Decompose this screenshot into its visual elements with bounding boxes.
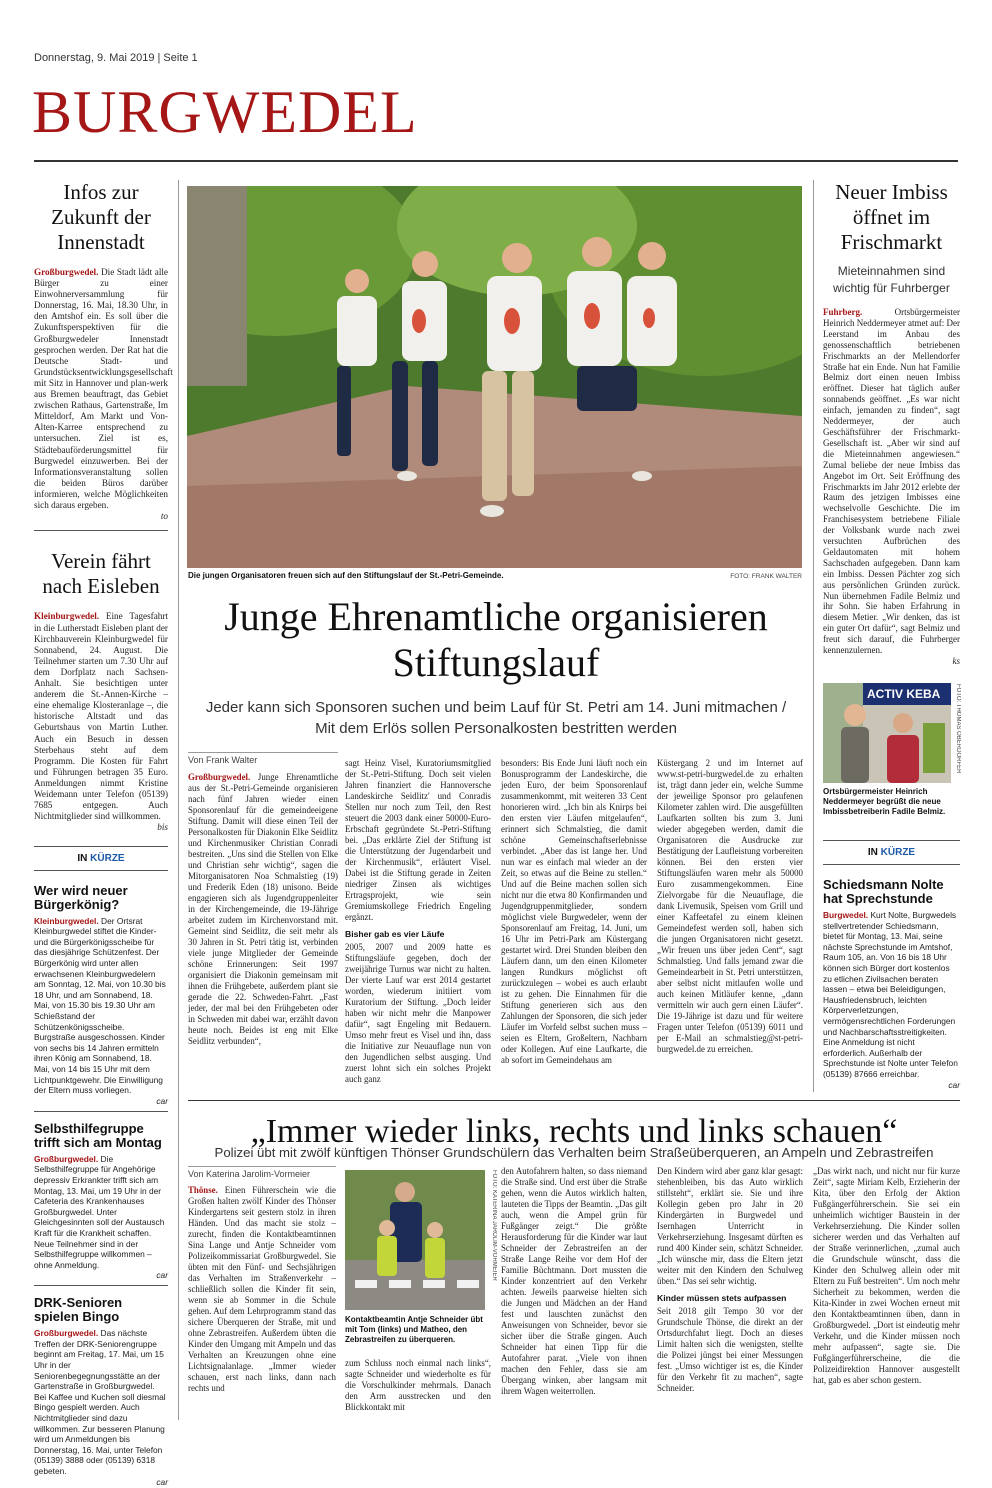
article-body: besonders: Bis Ende Juni läuft noch ein Bonusprogramm der Landeskirche, die jeden Euro, der beim Sponsorenlauf zusammenkommt, mit weiteren 33 Cent honorieren wird. „Ich bin als Knirps bei den ersten vier Läufen mitgelaufen“, erinnert sich Schmalstieg, die damit schöne Gemeinschaftserlebnisse verbindet. „Aber das ist lange her. Und nun war es einfach mal wieder an der Zeit, so etwas auf die Beine zu stellen.“ Und auf die Beine machen sollen sich nicht nur die etwa 80 Konfirmanden und Jugendgruppenmitglieder, sondern möglichst viele Burgwedeler, wenn der Sponsorenlauf am Freitag, 14. Juni, um 16 Uhr im Petri-Park am Küstergang gestartet wird. Drei Stunden bleiben den Läufern dann, um den einen Kilometer langen Rundkurs möglichst oft zurückzulegen – wobei es auch erlaubt ist zu gehen. Die Einnahmen für die Stiftung generieren sich aus den Zahlungen der Sponsoren, die sich jeder Läufer im Vorfeld selbst suchen muss – seien es Eltern, Großeltern, Nachbarn oder Kollegen. Auf eine Laufkarte, die ab sofort im Gemeindehaus am	[501, 758, 647, 1065]
column-divider	[178, 180, 179, 1420]
brief-body: Großburgwedel. Das nächste Treffen der DRK-Seniorengruppe beginnt am Freitag, 17. Mai, um 15 Uhr in der Seniorenbegegnungsstätte an der Gartenstraße in Großburgwedel. Bei Kaffee und Kuchen soll diesmal Bingo gespielt werden. Auch Nichtmitglieder sind dazu willkommen. Zur besseren Planung wird um Anmeldungen bis Donnerstag, 16. Mai, unter Telefon (05139) 3888 oder (05139) 6318 gebeten.	[34, 1328, 166, 1476]
imbiss-photo	[823, 683, 951, 783]
lead-photo-caption: Die jungen Organisatoren freuen sich auf den Stiftungslauf der St.-Petri-Gemeinde.	[188, 571, 504, 580]
article-body: Küstergang 2 und im Internet auf www.st-petri-burgwedel.de zu erhalten ist, trägt dann jeder ein, welche Summe der jeweilige Sponsor pro gelaufenen Kilometer zahlen wird. Die ausgefüllten Laufkarten sollten bis zum 3. Juni wieder abgegeben werden, damit die Organisatoren die Ausdrucke zur Bestätigung der Laufleistung vorbereiten können. Bei den ersten vier Stiftungsläufen waren mehr als 50000 Euro zusammengekommen. Eine Zielvorgabe für die Neuauflage, die dank Livemusik, Speisen vom Grill und einer Kaffeetafel zu einem kleinen Gemeindefest werden soll, haben sich die jungen Organisatoren nicht gesetzt. „Wir freuen uns über jeden Cent“, sagt Schmalstieg. Und falls jemand zwar die Gemeindearbeit in St. Petri unterstützen, aber selbst nicht mitlaufen wolle und auch keinen Mitläufer kenne, „dann vermitteln wir auch gern einen Läufer“. Die 19-Jährige ist dazu und für weitere Fragen unter Telefon (05139) 6011 und per E-Mail an schmalstieg@st-petri-burgwedel.de zu erreichen.	[657, 758, 803, 1054]
section-head: Bisher gab es vier Läufe	[345, 929, 445, 939]
second-col-4	[657, 1166, 803, 1394]
brief-body: Kleinburgwedel. Der Ortsrat Kleinburgwedel stiftet die Kinder- und die Bürgerkönigsscheibe für das diesjährige Schützenfest. Der Bürgerkönig wird unter allen erwachsenen Kleinburgwedelern am Sonntag, 12. Mai, von 10.30 bis 18 Uhr, und am Sonnabend, 18. Mai, von 15.30 bis 19.30 Uhr am Schießstand der Schützenkönigsscheibe. Burgstraße ausgeschossen. Kinder von sechs bis 14 Jahren ermitteln ihren König am Sonnabend, 18. Mai, von 14 bis 15 Uhr mit dem Lichtpunktgewehr. Die Einwilligung der Eltern muss vorliegen.	[34, 915, 166, 1096]
article-body: sagt Heinz Visel, Kuratoriumsmitglied der St.-Petri-Stiftung. Doch seit vielen Jahren finanziert die Hannoversche Landeskirche Seidlitz' und Conradis Stellen nur noch zum Teil, den Rest steuert die 2003 dank einer 50000-Euro-Erbschaft gegründete St.-Petri-Stiftung bei. „Das erklärte Ziel der Stiftung ist die Unterstützung der Jugendarbeit und der Kirchenmusik“, erläutert Visel. Dabei ist die Stiftung gerade in Zeiten niedriger Zinsen als wichtiges Ertragsprojekt, wie sein Gremiumskollege Friedrich Engeling ergänzt.	[345, 758, 491, 922]
article-title: Neuer Imbiss öffnet im Frischmarkt	[835, 180, 948, 254]
brief-body: Großburgwedel. Die Selbsthilfegruppe für Angehörige depressiv Erkrankter trifft sich am Montag, 13. Mai, um 19 Uhr in der Cafeteria des Krankenhauses Großburgwedel. Unter Gleichgesinnten soll der Austausch Kraft für die Krankheit schaffen. Neue Teilnehmer sind in der Selbsthilfegruppe willkommen – ohne Anmeldung.	[34, 1153, 165, 1270]
second-col-2	[345, 1358, 491, 1413]
imbiss-sign: ACTIV KEBA	[867, 687, 941, 701]
dateline: Donnerstag, 9. Mai 2019 | Seite 1	[34, 52, 198, 64]
article-body: zum Schluss noch einmal nach links“, sagte Schneider und wiederholte es für die Vorschulkinder mehrmals. Danach den Arm ausstrecken und den Blickkontakt mit	[345, 1358, 491, 1412]
runners-illustration	[187, 186, 802, 568]
article-body: Großburgwedel. Die Stadt lädt alle Bürger zu einer Einwohnerversammlung für Donnerstag, 16. Mai, 18.30 Uhr, in den Amtshof ein. Es soll über die Zukunftsperspektiven für die Großburgwedeler Innenstadt gesprochen werden. Der Rat hat die Deutsche Stadt- und Grundstücksentwicklungsgesellschaft mit Sitz in Hannover und plan-werk aus Bremen beauftragt, das Gebiet zwischen Rathaus, Gartenstraße, Im Mitteldorf, Am Markt und Von-Alten-Karree entsprechend zu untersuchen. Ziel ist es, Städtebauförderungsmittel für Burgwedel einzuwerben. Bei der Informationsveranstaltung sollen die beiden Büros darüber informieren, welche Möglichkeiten sich daraus ergeben.	[34, 267, 173, 510]
article-title: Verein fährt nach Eisleben	[42, 549, 160, 599]
article-subtitle: Mieteinnahmen sind wichtig für Fuhrberger	[833, 264, 950, 295]
byline: Von Frank Walter	[188, 752, 338, 765]
signature: to	[160, 511, 168, 522]
traffic-photo-caption: Kontaktbeamtin Antje Schneider übt mit Tom (links) und Matheo, den Zebrastreifen zu überqueren.	[345, 1315, 483, 1344]
right-column	[823, 180, 960, 667]
masthead-rule	[34, 160, 958, 162]
signature: ks	[952, 656, 960, 666]
byline: Von Katerina Jarolim-Vormeier	[188, 1166, 336, 1179]
lead-photo-credit: FOTO: FRANK WALTER	[730, 573, 802, 580]
article-body: 2005, 2007 und 2009 hatte es Stiftungsläufe gegeben, doch der zweijährige Turnus war nicht zu halten. Der vierte Lauf war erst 2014 gestartet worden, wiederum initiiert vom Kuratorium der Stiftung. „Doch leider haben wir nicht mehr die Manpower dafür“, sagt Engeling mit Bedauern. Umso mehr freut es Visel und ihn, dass die Initiative zur Neuauflage nun von den Jugendlichen selbst ausging. Und zuerst lohnt sich ein solches Projekt auch ganz	[345, 942, 491, 1084]
brief-title: Wer wird neuer Bürgerkönig?	[34, 882, 128, 912]
right-brief	[823, 840, 960, 1091]
signature: bis	[157, 822, 168, 833]
article-body: „Das wirkt nach, und nicht nur für kurze Zeit“, sagte Miriam Kelb, Erzieherin der Kita, über den Erfolg der Aktion Fußgängerführerschein. Sie sei ein unheimlich wichtiger Baustein in der Verkehrserziehung. Die Kinder sollen sicherer werden und das Verhalten auf der Straße verinnerlichen, „zumal auch die Grundschule wünscht, dass die Kinder den Schulweg allein oder mit Eltern zu Fuß bestreiten“. Um noch mehr Sicherheit zu bekommen, werden die Kita-Kinder in zwei Wochen erneut mit den Kontaktbeamtinnen üben, dann in Großburgwedel. „Dort ist eindeutig mehr Verkehr, und die Kinder müssen noch mehr aufpassen“, sagte sie. Die Fußgängerführerscheine, die die Polizeidirektion Hannover ausgestellt hat, gab es aber schon gestern.	[813, 1166, 960, 1385]
article-body: Seit 2018 gilt Tempo 30 vor der Grundschule Thönse, die direkt an der Ortsdurchfahrt liegt. Doch an dieses Limit halten sich die wenigsten, stellte die Polizei jüngst bei einer Messungen fest. „Umso wichtiger ist es, die Kinder für den Verkehr fit zu machen“, sagte Schneider.	[657, 1306, 803, 1393]
signature: car	[156, 1095, 168, 1106]
brief-title: DRK-Senioren spielen Bingo	[34, 1295, 123, 1325]
lead-subline: Jeder kann sich Sponsoren suchen und beim Lauf für St. Petri am 14. Juni mitmachen / Mit dem Erlös sollen Personalkosten bestritten werden	[205, 699, 787, 737]
traffic-photo-credit: FOTO: KATERINA JAROLIM-VORMEIER	[491, 1170, 497, 1281]
lead-photo	[187, 186, 802, 568]
in-kurze-label: IN KÜRZE	[867, 847, 916, 858]
brief-title: Selbsthilfegruppe trifft sich am Montag	[34, 1120, 162, 1150]
second-col-5	[813, 1166, 960, 1386]
masthead: BURGWEDEL	[32, 79, 418, 145]
signature: car	[156, 1270, 168, 1281]
article-body: Großburgwedel. Junge Ehrenamtliche aus der St.-Petri-Gemeinde organisieren nach fünf Jahren wieder einen Sponsorenlauf für die gemeindeeigene Stiftung. Damit will diese einen Teil der Personalkosten für Diakonin Elke Seidlitz und Kirchenmusiker Christian Conradi bestreiten. „Uns sind die Stellen von Elke und Christian sehr wichtig“, sagen die Mitorganisatoren Noa Schmalstieg (19) und Frederik Eden (18) unisono. Beide engagieren sich als Jugendgruppenleiter in der Kirchengemeinde, die 19-Jährige arbeitet zudem im Kirchenvorstand mit. Gemeint sind Seidlitz, die seit mehr als 30 Jahren in St. Petri tätig ist, verbinden viele junge Mitglieder der Gemeinde schöne Erinnerungen: Seit 1997 organisiert die Diakonin gemeinsam mit ihnen die Frühgebete, außerdem plant sie gerade die 22. Schweden-Fahrt. „Fast jeder, der mal bei den Frühgebeten oder in Schweden mit dabei war, erzählt davon heute noch. Beides ist eng mit Elke Seidlitz verbunden“,	[188, 772, 339, 1046]
article-body: Kleinburgwedel. Eine Tagesfahrt in die Lutherstadt Eisleben plant der Kirchbauverein Kleinburgwedel für Sonnabend, 24. August. Die Teilnehmer starten um 7.30 Uhr auf dem Dorfplatz nach Sachsen-Anhalt. Sie besichtigen unter anderem die St.-Annen-Kirche – eine ehemalige Klosteranlage –, die historische Altstadt und das Geburtshaus von Martin Luther. Auch ein Besuch in dessen Sterbehaus steht auf dem Programm. Die Kosten für Fahrt und Führungen betragen 35 Euro. Anmeldungen nimmt Kristine Weidemann unter Telefon (05139) 7685 entgegen. Auch Nichtmitglieder sind willkommen.	[34, 611, 168, 822]
left-column	[34, 180, 173, 1488]
lead-col-2	[345, 758, 491, 1085]
traffic-illustration	[345, 1170, 485, 1310]
lead-col-4	[657, 758, 803, 1055]
lead-col-3	[501, 758, 647, 1066]
imbiss-photo-credit: FOTO: THOMAS OBERDORFER	[955, 684, 961, 774]
brief-body: Burgwedel. Kurt Nolte, Burgwedels stellvertretender Schiedsmann, bietet für Montag, 13. Mai, seine nächste Sprechstunde im Amtshof, Raum 105, an. Von 16 bis 18 Uhr können sich Bürger dort kostenlos zu etlichen Zivilsachen beraten lassen – etwa bei Beleidigungen, Hausfriedensbruch, leichten Körperverletzungen, vermögensrechtlichen Forderungen und Nachbarschaftsstreitigkeiten. Eine Anmeldung ist nicht erforderlich. Außerhalb der Sprechstunde ist Nolte unter Telefon (05139) 87666 erreichbar.	[823, 910, 958, 1079]
article-title: Infos zur Zukunft der Innenstadt	[51, 180, 151, 254]
imbiss-photo-caption: Ortsbürgermeister Heinrich Neddermeyer begrüßt die neue Imbissbetreiberin Fadile Belmiz.	[823, 787, 946, 816]
brief-title: Schiedsmann Nolte hat Sprechstunde	[823, 877, 944, 906]
section-rule	[188, 1100, 960, 1101]
column-divider	[813, 180, 814, 1092]
article-body: Fuhrberg. Ortsbürgermeister Heinrich Neddermeyer atmet auf: Der Leerstand im Anbau des genossenschaftlich betriebenen Frischmarkts an der Mellendorfer Straße hat ein Ende. Nun hat Familie Belmiz dort einen neuen Imbiss eröffnet. Dieser hat täglich außer sonnabends geöffnet. „Es war nicht einfach, jemanden zu finden“, sagt Neddermeyer, der auch Geschäftsführer der Frischmarkt-Gesellschaft ist. „Aber wir sind auf die Mieteinnahmen angewiesen.“ Zumal beliebe der neue Imbiss das Angebot im Ort. Seit Eröffnung des Frischmarkts im Jahr 2012 erlebte der Raum des jetzigen Imbisses eine wechselvolle Geschichte. Die im Franchisesystem betriebene Filiale der Volksbank wurde nach zwei versuchten Aufbrüchen des Geldautomaten mit hohem Sachschaden aufgegeben. Dann kam ein Imbiss. Dessen Pächter zog sich aus persönlichen Gründen zurück. Nun übernehmen Fadile Belmiz und ihr Sohn. Sie haben Erfahrung in diesem Metier. „Wir denken, das ist ein guter Ort dafür“, sagt Belmiz und freut sich darauf, die Fuhrberger kennenzulernen.	[823, 307, 960, 656]
article-body: Thönse. Einen Führerschein wie die Großen halten zwölf Kinder des Thönser Kindergartens seit gestern stolz in ihren Händen. Und das macht sie stolz – zurecht, finden die Kontaktbeamtinnen Sina Lange und Antje Schneider vom Polizeikommissariat Großburgwedel. Sie übten mit den Fünf- und Sechsjährigen das Verhalten im Straßenverkehr – schließlich sollen die Kinder fit sein, wenn sie ab Sommer in die Schule gehen. Auf dem Lehrprogramm stand das sichere Überqueren der Straße, mit und ohne Zebrastreifen. Außerdem übten die Kinder den Umgang mit Ampeln und das Verhalten an Kreuzungen ohne eine Lichtsignalanlage. „Immer wieder schauen, erst nach links, dann nach rechts und	[188, 1185, 336, 1393]
in-kurze-label: IN KÜRZE	[77, 852, 125, 864]
article-body: Den Kindern wird aber ganz klar gesagt: stehenbleiben, bis das Auto wirklich stillsteht“, erklärt sie. Sie und ihre Kollegin geben pro Jahr in 20 Kindergärten in Burgwedel und Isernhagen Unterricht in Verkehrserziehung. Insgesamt dürften es rund 400 Kinder sein, schätzt Schneider. „Ich wünsche mir, dass die Eltern jetzt weiter mit den Kindern den Schulweg üben.“ Das sei sehr wichtig.	[657, 1166, 803, 1286]
second-col-1	[188, 1166, 336, 1394]
second-headline: „Immer wieder links, rechts und links schauen“	[250, 1113, 898, 1150]
second-subline: Polizei übt mit zwölf künftigen Thönser Grundschülern das Verhalten beim Straßeüberqueren, an Ampeln und Zebrastreifen	[214, 1145, 934, 1160]
signature: car	[948, 1079, 960, 1090]
lead-headline: Junge Ehrenamtliche organisieren Stiftungslauf	[224, 594, 768, 685]
article-body: den Autofahrern halten, so dass niemand die Straße sind. Und erst über die Straße gehen, wenn die Autos wirklich halten, lauteten die Tipps der Beamtin. „Das gilt auch, wenn die Ampel grün für Fußgänger zeigt.“ Die größte Herausforderung für die Kinder war laut Schneider der Zebrastreifen an der Straße Lange Reihe vor dem Hof der Familie Büchtmann. Dort mussten die Kinder konzentriert auf den Verkehr achten. Jeweils paarweise hielten sich die Jungen und Mädchen an der Hand fest und lauschten zunächst den Anweisungen von Schneider, bevor sie sicher über die Straße gingen. Auch Schneider hat einen Tipp für die Autofahrer parat. „Viele von ihnen machen den Fehler, dass sie am Übergang winken, aber langsam mit ihrem Wagen weiterrollen.	[501, 1166, 647, 1396]
traffic-photo	[345, 1170, 485, 1310]
lead-col-1	[188, 752, 338, 1047]
signature: car	[156, 1476, 168, 1487]
second-col-3	[501, 1166, 647, 1397]
section-head: Kinder müssen stets aufpassen	[657, 1293, 787, 1303]
